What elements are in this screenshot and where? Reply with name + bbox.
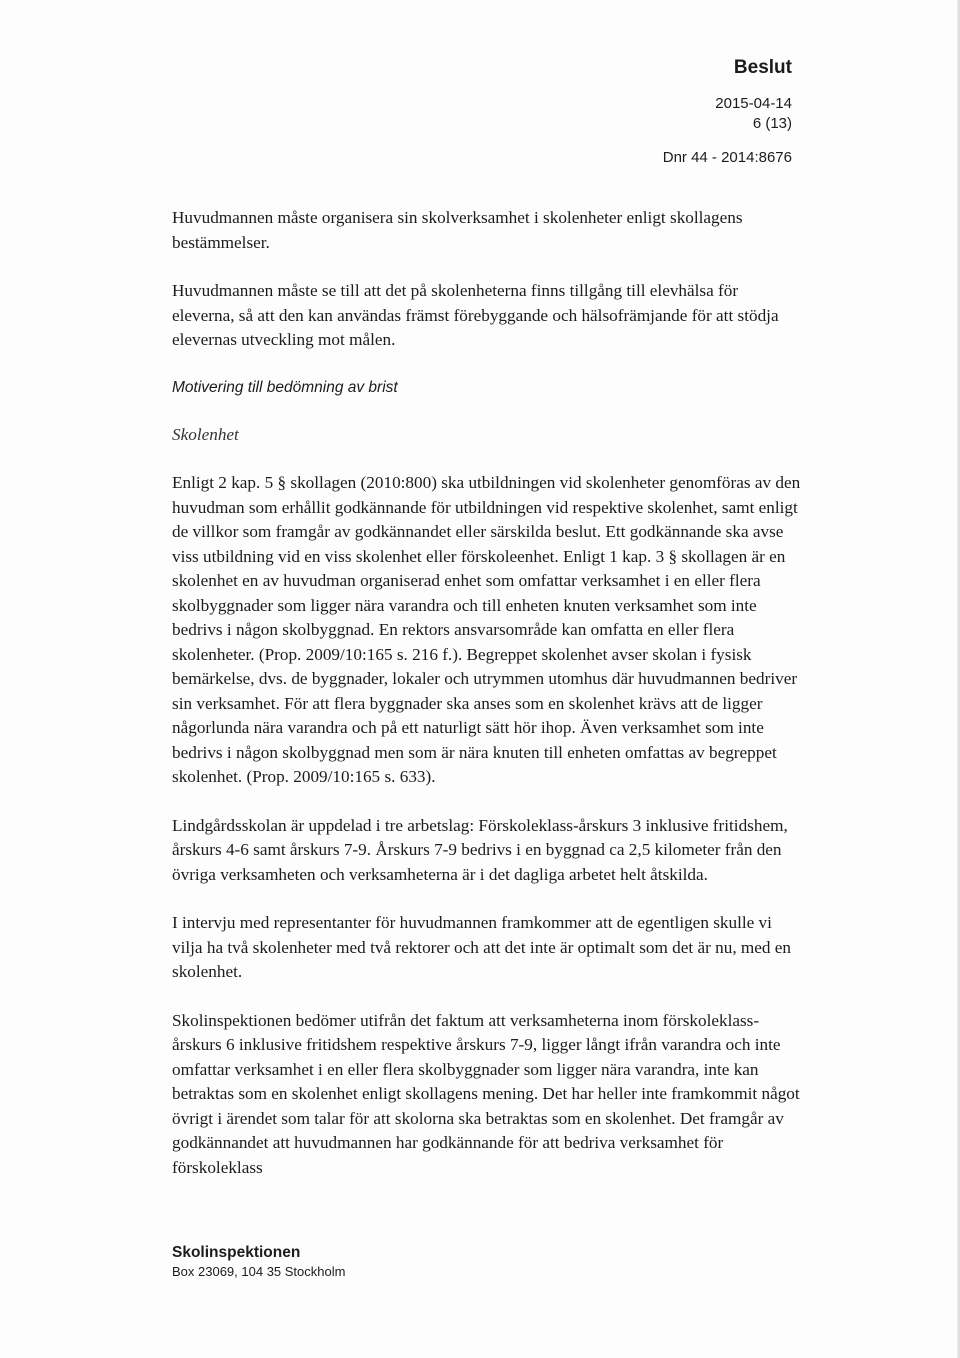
subsection-heading-skolenhet: Skolenhet bbox=[172, 424, 239, 444]
paragraph-interview: I intervju med representanter för huvudmannen framkommer att de egentligen skulle vi vilja ha två skolenheter med två rektorer och att det inte är optimalt som det är nu, med en skolenhet. bbox=[172, 913, 792, 981]
paragraph-lindgardsskolan: Lindgårdsskolan är uppdelad i tre arbetslag: Förskoleklass-årskurs 3 inklusive fritidshem, årskurs 4-6 samt årskurs 7-9. Årskurs 7-9 bedrivs i en byggnad ca 2,5 kilometer från den övriga verksamheten och verksamheterna är i det dagliga arbetet helt åtskilda. bbox=[172, 815, 788, 884]
footer-organisation: Skolinspektionen bbox=[172, 1244, 301, 1261]
document-type: Beslut bbox=[733, 57, 792, 78]
paragraph-legal-basis: Enligt 2 kap. 5 § skollagen (2010:800) ska utbildningen vid skolenheter genomföras av den huvudman som erhållit godkännande för utbildningen vid respektive skolenhet, samt enligt de villkor som framgår av godkännandet eller särskilda beslut. Ett godkännande ska avse viss utbildning vid en viss skolenhet eller förskoleenhet. Enligt 1 kap. 3 § skollagen är en skolenhet en av huvudman organiserad enhet som omfattar verksamhet i en eller flera skolbyggnader som ligger nära varandra och till enheten knuten verksamhet som inte bedrivs i någon skolbyggnad. En rektors ansvarsområde kan omfatta en eller flera skolenheter. (Prop. 2009/10:165 s. 216 f.). Begreppet skolenhet avser skolan i fysisk bemärkelse, dvs. de byggnader, lokaler och utrymmen utomhus där huvudmannen bedriver sin verksamhet. För att flera byggnader ska anses som en skolenhet krävs att de ligger någorlunda nära varandra och på ett naturligt sätt hör ihop. Även verksamhet som inte bedrivs i någon skolbyggnad men som är nära knuten till enheten omfattas av begreppet skolenhet. (Prop. 2009/10:165 s. 633). bbox=[172, 473, 801, 786]
paragraph-organisation: Huvudmannen måste organisera sin skolverksamhet i skolenheter enligt skollagens bestämmelser. bbox=[172, 208, 743, 252]
diary-number: Dnr 44 - 2014:8676 bbox=[662, 149, 792, 166]
paragraph-elevhalsa: Huvudmannen måste se till att det på skolenheterna finns tillgång till elevhälsa för eleverna, så att den kan användas främst förebyggande och hälsofrämjande för att stödja elevernas utveckling mot målen. bbox=[172, 281, 779, 349]
document-header bbox=[663, 56, 792, 168]
footer-address: Box 23069, 104 35 Stockholm bbox=[172, 1264, 346, 1279]
paragraph-assessment: Skolinspektionen bedömer utifrån det faktum att verksamheterna inom förskoleklass-årskurs 6 inklusive fritidshem respektive årskurs 7-9, ligger långt ifrån varandra och inte omfattar verksamhet i en eller flera skolbyggnader som ligger nära varandra, inte kan betraktas som en skolenhet enligt skollagens mening. Det har heller inte framkommit något övrigt i ärendet som talar för att skolorna ska betraktas som en skolenhet. Det framgår av godkännandet att huvudmannen har godkännande för att bedriva verksamhet för förskoleklass bbox=[172, 1010, 800, 1177]
section-heading-motivering: Motivering till bedömning av brist bbox=[172, 378, 398, 396]
document-body bbox=[172, 206, 802, 1204]
document-date: 2015-04-14 bbox=[715, 95, 792, 112]
page-number: 6 (13) bbox=[752, 115, 792, 132]
document-footer bbox=[172, 1243, 345, 1281]
